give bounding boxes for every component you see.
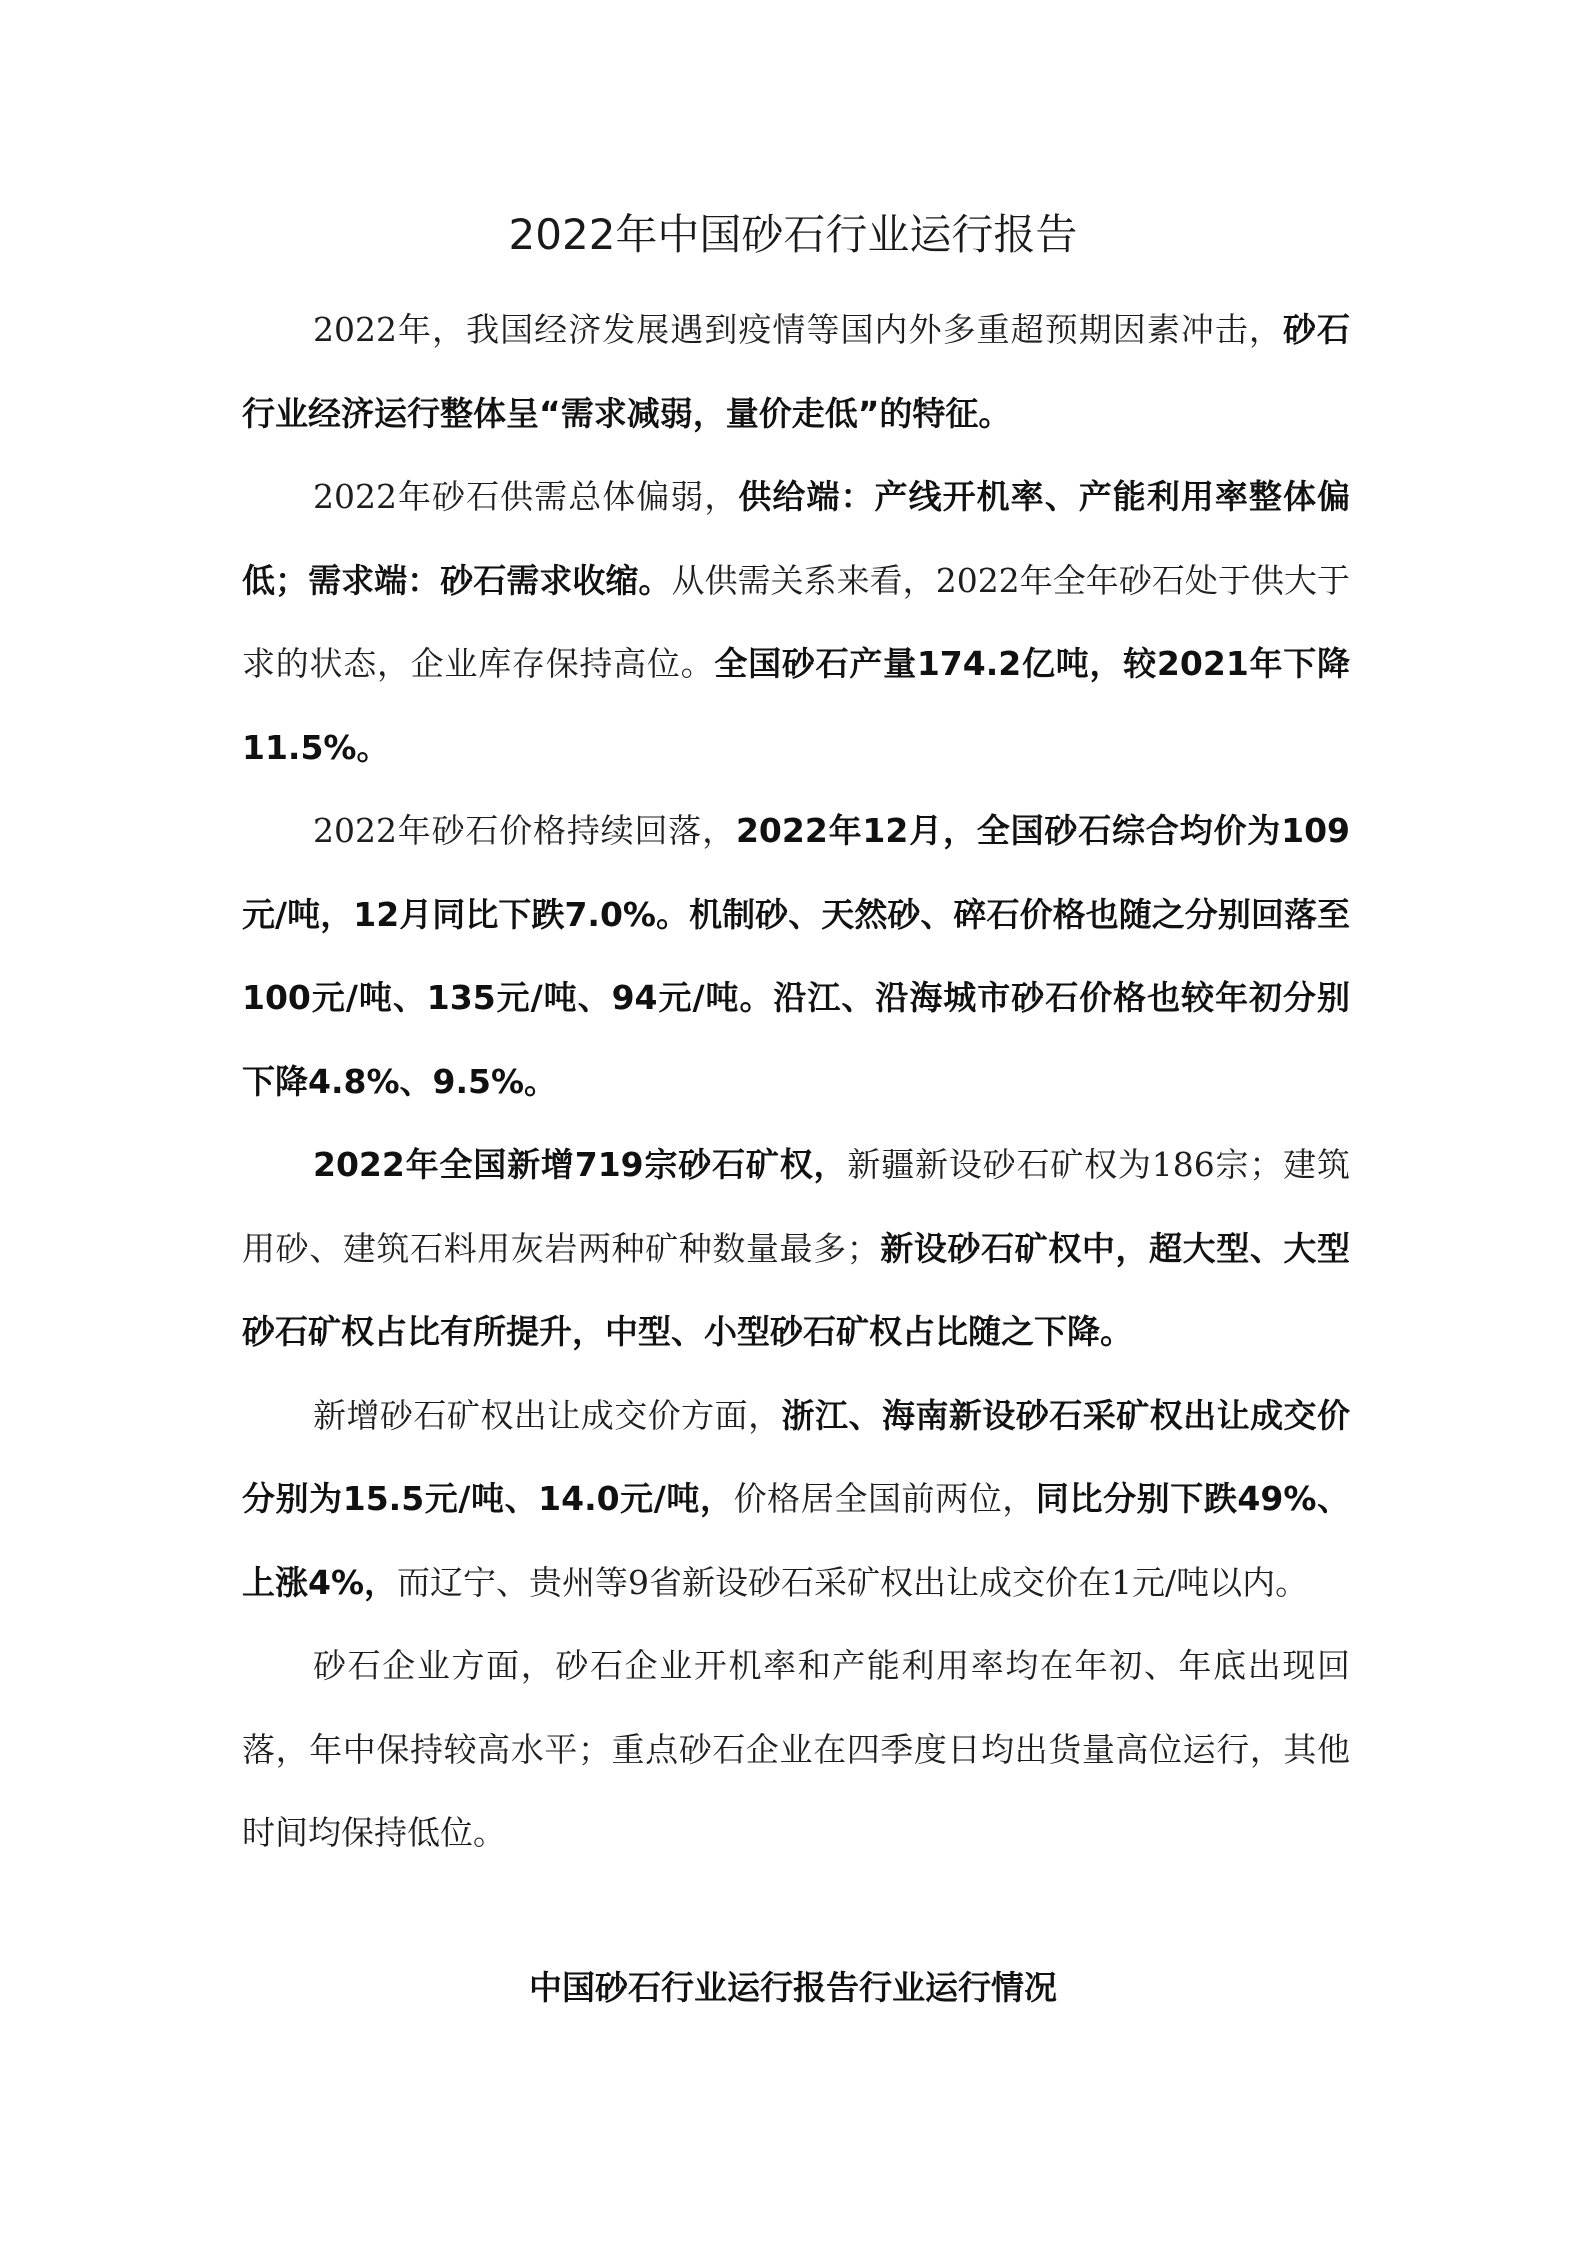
paragraph-text: 从供需关系来看，2022年全年砂石处于供大于求的状态，企业库存保持高位。 [242, 560, 1351, 683]
paragraph-prices [242, 789, 1350, 1123]
paragraph-text: 新疆新设砂石矿权为186宗；建筑用砂、建筑石料用灰岩两种矿种数量最多； [242, 1145, 1350, 1268]
paragraph-text: 2022年砂石供需总体偏弱， [313, 477, 739, 516]
document-body [242, 288, 1350, 1875]
paragraph-overview [242, 288, 1350, 455]
paragraph-supply-demand [242, 455, 1350, 789]
paragraph-transaction-prices [242, 1374, 1350, 1625]
paragraph-text: 新增砂石矿权出让成交价方面， [313, 1395, 782, 1435]
paragraph-text: 而辽宁、贵州等9省新设砂石采矿权出让成交价在1元/吨以内。 [397, 1562, 1309, 1602]
paragraph-bold-text: 浙江、海南新设砂石采矿权出让成交价分别为15.5元/吨、14.0元/吨， [242, 1395, 1351, 1518]
document-title: 2022年中国砂石行业运行报告 [508, 210, 1078, 259]
paragraph-bold-text: 2022年全国新增719宗砂石矿权， [313, 1145, 848, 1184]
paragraph-text: 2022年，我国经济发展遇到疫情等国内外多重超预期因素冲击， [313, 310, 1283, 349]
paragraph-bold-text: 砂石行业经济运行整体呈“需求减弱，量价走低”的特征。 [242, 310, 1351, 433]
paragraph-text: 价格居全国前两位， [733, 1479, 1036, 1518]
paragraph-text: 2022年砂石价格持续回落， [313, 811, 736, 850]
paragraph-bold-text: 2022年12月，全国砂石综合均价为109元/吨，12月同比下跌7.0%。机制砂、天然砂、碎石价格也随之分别回落至100元/吨、135元/吨、94元/吨。沿江、沿海城市砂石价格也较年初分别下降4.8%、9.5%。 [242, 811, 1351, 1101]
paragraph-bold-text: 全国砂石产量174.2亿吨，较2021年下降11.5%。 [242, 644, 1351, 767]
paragraph-bold-text: 同比分别下跌49%、上涨4%， [242, 1479, 1350, 1602]
paragraph-text: 砂石企业方面，砂石企业开机率和产能利用率均在年初、年底出现回落，年中保持较高水平；重点砂石企业在四季度日均出货量高位运行，其他时间均保持低位。 [242, 1646, 1350, 1852]
paragraph-bold-text: 供给端：产线开机率、产能利用率整体偏低；需求端：砂石需求收缩。 [242, 477, 1351, 600]
paragraph-bold-text: 新设砂石矿权中，超大型、大型砂石矿权占比有所提升，中型、小型砂石矿权占比随之下降。 [242, 1228, 1350, 1351]
paragraph-mining-rights [242, 1123, 1350, 1374]
paragraph-enterprises [242, 1624, 1350, 1875]
section-heading: 中国砂石行业运行报告行业运行情况 [529, 1968, 1057, 2007]
